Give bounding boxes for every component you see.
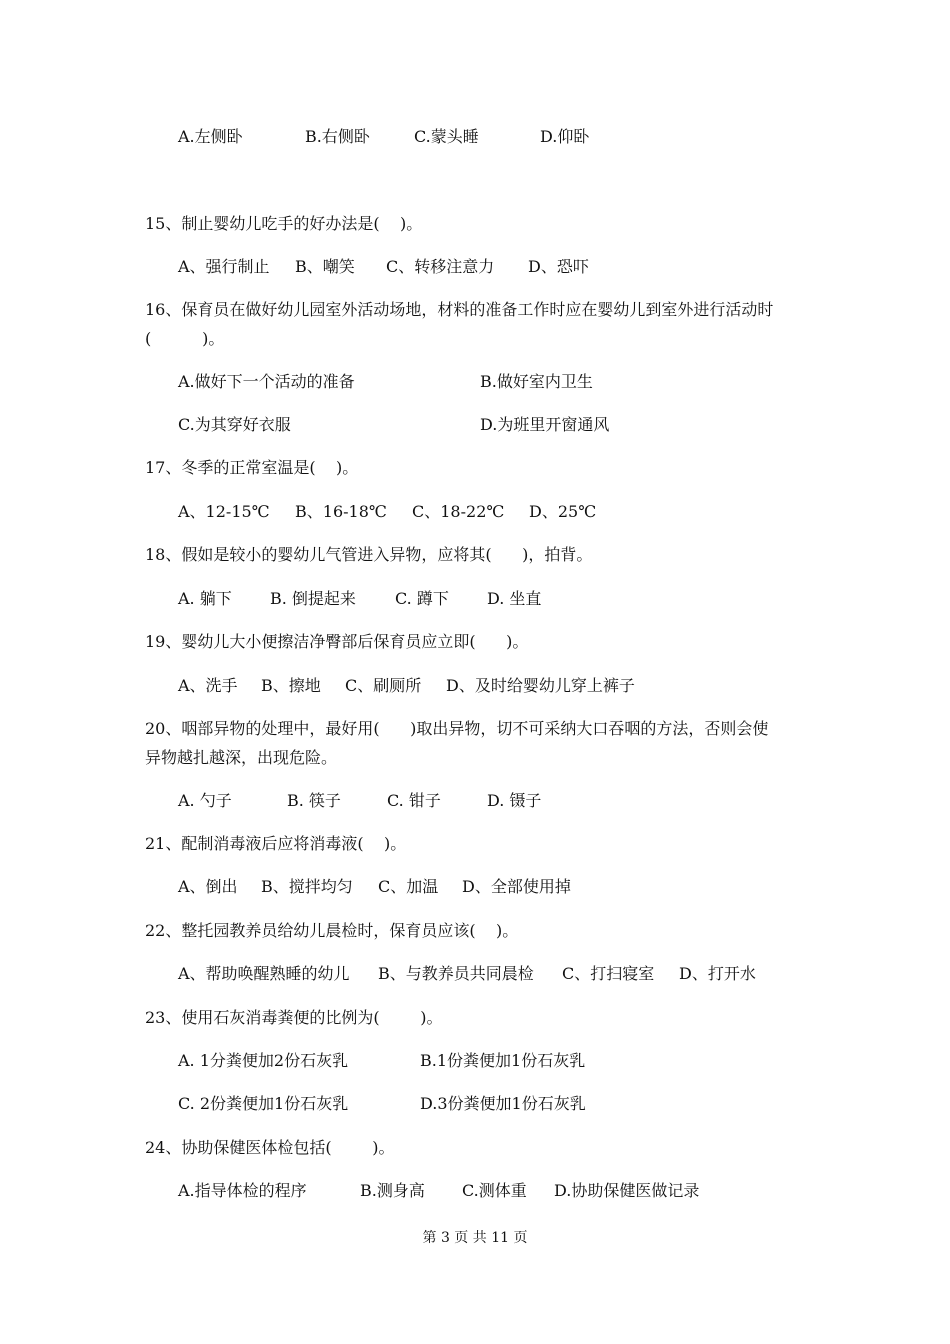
- option-c: C. 钳子: [387, 791, 441, 810]
- option-c: C. 蹲下: [395, 589, 449, 608]
- option-b: B.1份粪便加1份石灰乳: [420, 1051, 586, 1070]
- option-b: B. 倒提起来: [270, 589, 356, 608]
- option-b: B.右侧卧: [305, 127, 370, 146]
- option-b: B、嘲笑: [295, 257, 355, 276]
- question-text: 15、制止婴幼儿吃手的好办法是( )。: [145, 214, 423, 233]
- option-a: A、12-15℃: [178, 502, 270, 521]
- option-b: B、16-18℃: [295, 502, 387, 521]
- option-d: D. 坐直: [487, 589, 542, 608]
- option-a: A. 勺子: [178, 791, 232, 810]
- option-a: A.左侧卧: [178, 127, 243, 146]
- question-text: 18、假如是较小的婴幼儿气管进入异物，应将其( )，拍背。: [145, 545, 593, 564]
- question-text-continued: 异物越扎越深，出现危险。: [145, 748, 338, 767]
- option-d: D. 镊子: [487, 791, 542, 810]
- option-c: C、加温: [378, 877, 439, 896]
- option-a: A、强行制止: [178, 257, 270, 276]
- option-a: A. 躺下: [178, 589, 232, 608]
- option-d: D.为班里开窗通风: [480, 415, 610, 434]
- option-c: C、18-22℃: [412, 502, 505, 521]
- page-footer: 第 3 页 共 11 页: [422, 1230, 528, 1246]
- question-text: 17、冬季的正常室温是( )。: [145, 458, 359, 477]
- question-text-continued: ( )。: [145, 329, 225, 348]
- option-c: C.为其穿好衣服: [178, 415, 291, 434]
- question-text: 22、整托园教养员给幼儿晨检时，保育员应该( )。: [145, 921, 519, 940]
- option-b: B、搅拌均匀: [261, 877, 353, 896]
- option-a: A、帮助唤醒熟睡的幼儿: [178, 964, 350, 983]
- question-text: 23、使用石灰消毒粪便的比例为( )。: [145, 1008, 443, 1027]
- option-c: C、刷厕所: [345, 676, 422, 695]
- option-a: A.做好下一个活动的准备: [178, 372, 355, 391]
- option-b: B、与教养员共同晨检: [378, 964, 534, 983]
- option-c: C. 2份粪便加1份石灰乳: [178, 1094, 349, 1113]
- option-b: B.测身高: [360, 1181, 425, 1200]
- option-c: C.测体重: [462, 1181, 527, 1200]
- option-c: C、转移注意力: [386, 257, 495, 276]
- option-d: D、恐吓: [528, 257, 589, 276]
- option-b: B. 筷子: [287, 791, 341, 810]
- option-d: D、25℃: [529, 502, 597, 521]
- option-b: B、擦地: [261, 676, 321, 695]
- option-d: D.协助保健医做记录: [554, 1181, 700, 1200]
- option-a: A.指导体检的程序: [178, 1181, 307, 1200]
- option-d: D.仰卧: [540, 127, 590, 146]
- option-d: D、打开水: [679, 964, 756, 983]
- question-text: 20、咽部异物的处理中，最好用( )取出异物，切不可采纳大口吞咽的方法，否则会使: [145, 719, 769, 738]
- option-d: D.3份粪便加1份石灰乳: [420, 1094, 586, 1113]
- option-d: D、全部使用掉: [462, 877, 571, 896]
- option-c: C、打扫寝室: [562, 964, 655, 983]
- option-a: A、倒出: [178, 877, 238, 896]
- option-a: A. 1分粪便加2份石灰乳: [178, 1051, 349, 1070]
- option-d: D、及时给婴幼儿穿上裤子: [446, 676, 635, 695]
- question-text: 19、婴幼儿大小便擦洁净臀部后保育员应立即( )。: [145, 632, 529, 651]
- option-b: B.做好室内卫生: [480, 372, 593, 391]
- option-a: A、洗手: [178, 676, 238, 695]
- question-text: 21、配制消毒液后应将消毒液( )。: [145, 834, 407, 853]
- question-text: 24、协助保健医体检包括( )。: [145, 1138, 395, 1157]
- question-text: 16、保育员在做好幼儿园室外活动场地，材料的准备工作时应在婴幼儿到室外进行活动时: [145, 300, 774, 319]
- option-c: C.蒙头睡: [414, 127, 479, 146]
